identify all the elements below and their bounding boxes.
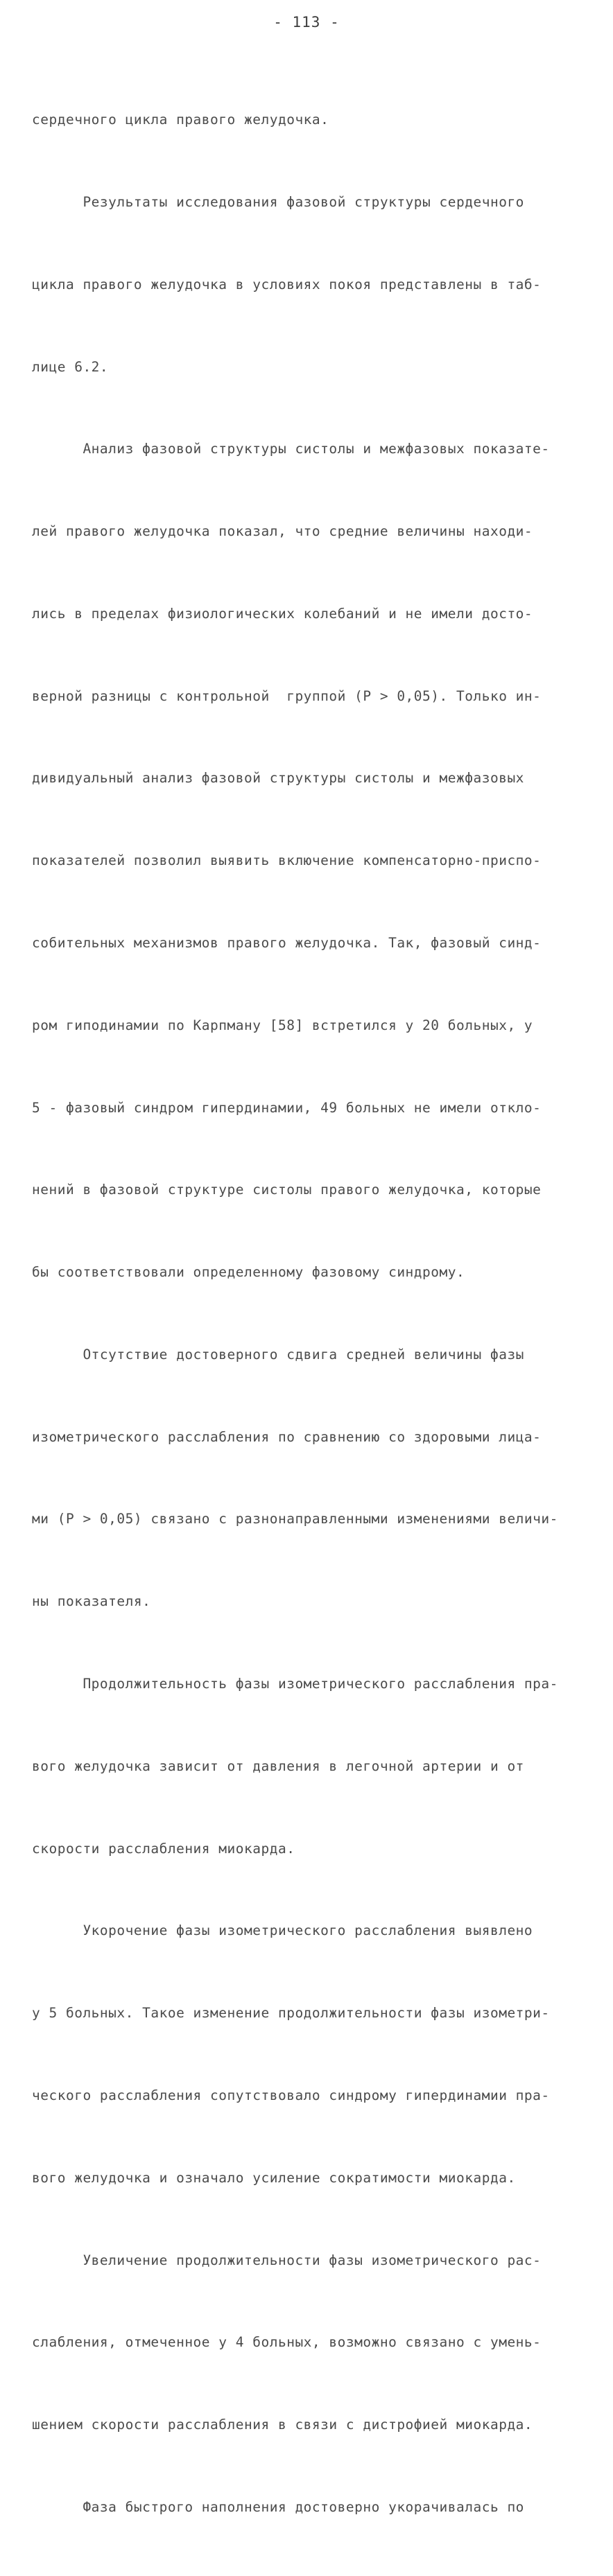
- text-line: ческого расслабления сопутствовало синдрому гипердинамии пра-: [32, 2087, 550, 2103]
- text-line: лись в пределах физиологических колебаний и не имели досто-: [32, 605, 533, 622]
- text-line: 5 - фазовый синдром гипердинамии, 49 больных не имели откло-: [32, 1099, 542, 1116]
- text-line: у 5 больных. Такое изменение продолжительности фазы изометри-: [32, 2005, 550, 2022]
- text-line: Продолжительность фазы изометрического расслабления пра-: [32, 1676, 558, 1692]
- text-line: Анализ фазовой структуры систолы и межфазовых показате-: [32, 441, 550, 457]
- text-line: вого желудочка зависит от давления в легочной артерии и от: [32, 1758, 524, 1774]
- text-line: Укорочение фазы изометрического расслабления выявлено: [32, 1922, 533, 1939]
- text-line: дивидуальный анализ фазовой структуры систолы и межфазовых: [32, 770, 524, 787]
- text-line: шением скорости расслабления в связи с дистрофией миокарда.: [32, 2417, 533, 2433]
- text-line: нений в фазовой структуре систолы правого желудочка, которые: [32, 1182, 542, 1198]
- text-line: изометрического расслабления по сравнению со здоровыми лица-: [32, 1428, 542, 1445]
- text-line: вого желудочка и означало усиление сократимости миокарда.: [32, 2169, 516, 2186]
- page-number: - 113 -: [273, 14, 340, 30]
- text-line: сердечного цикла правого желудочка.: [32, 112, 329, 128]
- text-line: Результаты исследования фазовой структуры сердечного: [32, 193, 524, 210]
- text-line: бы соответствовали определенному фазовому синдрому.: [32, 1264, 465, 1281]
- text-line: Отсутствие достоверного сдвига средней величины фазы: [32, 1346, 524, 1363]
- text-line: лей правого желудочка показал, что средние величины находи-: [32, 523, 533, 540]
- text-line: верной разницы с контрольной группой (P > 0,05). Только ин-: [32, 687, 542, 704]
- text-line: Фаза быстрого наполнения достоверно укорачивалась по: [32, 2498, 524, 2515]
- body-text: [32, 51, 587, 2576]
- text-line: Увеличение продолжительности фазы изометрического рас-: [32, 2252, 542, 2268]
- text-line: ны показателя.: [32, 1593, 151, 1610]
- text-line: слабления, отмеченное у 4 больных, возможно связано с умень-: [32, 2334, 542, 2351]
- text-line: скорости расслабления миокарда.: [32, 1840, 295, 1857]
- text-line: цикла правого желудочка в условиях покоя представлены в таб-: [32, 276, 542, 292]
- text-line: лице 6.2.: [32, 358, 109, 375]
- text-line: ром гиподинамии по Карпману [58] встретился у 20 больных, у: [32, 1017, 533, 1033]
- text-line: показателей позволил выявить включение компенсаторно-приспо-: [32, 852, 542, 869]
- text-line: ми (P > 0,05) связано с разнонаправленными изменениями величи-: [32, 1511, 558, 1527]
- text-line: собительных механизмов правого желудочка. Так, фазовый синд-: [32, 935, 542, 951]
